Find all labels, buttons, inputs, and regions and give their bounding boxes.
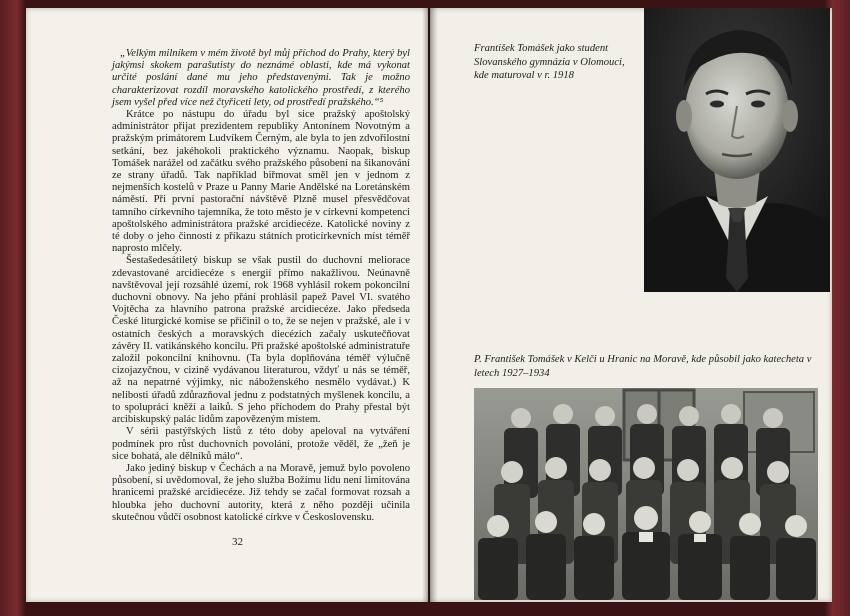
portrait-photo	[644, 8, 830, 292]
text-paragraph: Jako jediný biskup v Čechách a na Moravě, jemuž bylo povoleno působení, si uvědomoval, že jeho služba Božímu lidu není limitována hranicemi pražské arcidiecéze. Již tehdy se začal formovat rozsah a hloubka jeho duchovní autority, která z něho později učinila skutečnou vůdčí osobnost katolické církve v Československu.	[112, 462, 410, 523]
quote-paragraph: „Velkým milníkem v mém životě byl můj příchod do Prahy, který byl jakýmsi skokem parašutisty do neznámé oblasti, kde má vykonat určité poslání dané mu jeho představenými. Tak je možno charakterizovat rozdíl moravského katolického prostředí, z kterého jsem vyšel před více než čtyřiceti lety, od prostředí pražského.“⁵	[112, 48, 410, 108]
text-paragraph: Krátce po nástupu do úřadu byl sice pražský apoštolský administrátor přijat prezidentem republiky Antonínem Novotným a pražským primátorem Ludvíkem Černým, ale byla to jen zdvořilostní setkání, bez jakéhokoli praktického významu. Naopak, biskup Tomášek narážel od začátku svého pražského působení na šikanování ze strany úřadů. Tak například biřmovat směl jen v jednom z nejmenších kostelů v Praze u Panny Marie Andělské na Loretánském náměstí. Při první pastorační návštěvě Plzně musel přesvědčovat tamního církevního tajemníka, že toto město je v církevní kompetenci apoštolského administrátora pražské arcidiecéze. Katolické noviny z té doby o jeho činnosti z příkazu státních proticírkevních míst téměř naprosto mlčely.	[112, 109, 410, 255]
group-photo	[474, 388, 818, 600]
group-photo-caption: P. František Tomášek v Kelči u Hranic na Moravě, kde působil jako katecheta v letech 1927–1934	[474, 354, 812, 379]
body-text	[112, 48, 410, 524]
text-paragraph: V sérii pastýřských listů z této doby apeloval na vytváření podmínek pro růst duchovních povolání, protože věděl, že „žeň je sice bohatá, ale dělníků málo“.	[112, 426, 410, 462]
portrait-caption: František Tomášek jako student Slovanského gymnázia v Olomouci, kde maturoval v r. 1918	[474, 43, 625, 81]
left-page	[26, 8, 428, 602]
text-paragraph: Šestašedesátiletý biskup se však pustil do duchovní meliorace zdevastované arcidiecéze s energií přímo nakažlivou. Neúnavně navštěvoval její rozsáhlé území, rok 1968 vyhlásil rokem pokoncilní duchovní obnovy. Na jeho přání prohlásil papež Pavel VI. svatého Vojtěcha za hlavního patrona pražské arcidiecéze. Jako předseda České liturgické komise se přičinil o to, že se nejen v pražské, ale i v ostatních českých a moravských diecézích začaly uskutečňovat závěry II. vatikánského koncilu. Při pražské apoštolské administratuře založil pokoncilní knihovnu. (Ta byla doplňována téměř výlučně cizojazyčnou, v cizině vydávanou literaturou, vždyť u nás se téměř, až na nepatrné výjimky, nic náboženského nesmělo vydávat.) K nelibosti úřadů zdůrazňoval jednu z podstatných myšlenek koncilu, a to spolupráci kněží a laiků. S jeho příchodem do Prahy přestal být arcibiskupský palác lidům zapovězeným místem.	[112, 255, 410, 426]
right-page	[430, 8, 832, 602]
page-number: 32	[232, 536, 243, 548]
